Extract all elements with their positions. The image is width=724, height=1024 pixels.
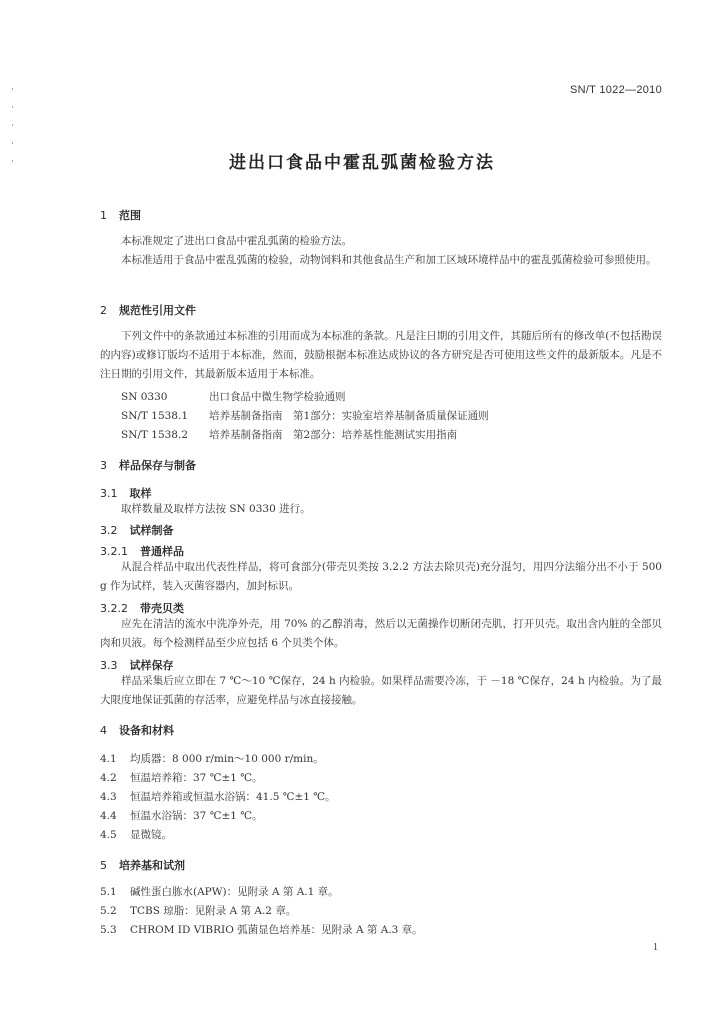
section-3-1-heading: 3.1 取样 <box>100 487 152 500</box>
section-3-2-1-paragraph: 从混合样品中取出代表性样品，将可食部分(带壳贝类按 3.2.2 方法去除贝壳)充分混匀，用四分法缩分出不小于 500 g 作为试样，装入灭菌容器内，加封标识。 <box>100 561 662 592</box>
section-3-heading: 3 样品保存与制备 <box>100 459 196 472</box>
document-number: SN/T 1022—2010 <box>569 84 662 96</box>
section-3-2-heading: 3.2 试样制备 <box>100 524 174 537</box>
document-title: 进出口食品中霍乱弧菌检验方法 <box>229 153 495 173</box>
list-item: 4.5 显微镜。 <box>100 829 172 841</box>
reference-item: SN 0330 出口食品中微生物学检验通则 <box>121 391 346 403</box>
section-2-heading: 2 规范性引用文件 <box>100 304 196 317</box>
section-3-1-paragraph: 取样数量及取样方法按 SN 0330 进行。 <box>121 503 311 515</box>
section-4-heading: 4 设备和材料 <box>100 724 174 737</box>
list-item: 4.2 恒温培养箱：37 ℃±1 ℃。 <box>100 772 263 784</box>
section-2-paragraph: 下列文件中的条款通过本标准的引用而成为本标准的条款。凡是注日期的引用文件，其随后所有的修改单(不包括勘误的内容)或修订版均不适用于本标准，然而，鼓励根据本标准达成协议的各方研究是否可使用这些文件的最新版本。凡是不注日期的引用文件，其最新版本适用于本标准。 <box>100 330 662 380</box>
section-1-paragraph-1: 本标准规定了进出口食品中霍乱弧菌的检验方法。 <box>121 235 352 247</box>
section-3-2-2-heading: 3.2.2 带壳贝类 <box>100 602 184 615</box>
section-3-3-paragraph: 样品采集后应立即在 7 ℃～10 ℃保存，24 h 内检验。如果样品需要冷冻，于 －18 ℃保存，24 h 内检验。为了最大限度地保证弧菌的存活率，应避免样品与冰直接接触。 <box>100 675 662 706</box>
section-1-heading: 1 范围 <box>100 209 141 222</box>
section-3-3-heading: 3.3 试样保存 <box>100 659 174 672</box>
list-item: 5.2 TCBS 琼脂：见附录 A 第 A.2 章。 <box>100 905 297 917</box>
section-3-2-1-heading: 3.2.1 普通样品 <box>100 545 184 558</box>
reference-item: SN/T 1538.2 培养基制备指南 第2部分：培养基性能测试实用指南 <box>121 429 458 441</box>
list-item: 4.4 恒温水浴锅：37 ℃±1 ℃。 <box>100 810 263 822</box>
list-item: 5.1 碱性蛋白胨水(APW)：见附录 A 第 A.1 章。 <box>100 886 339 898</box>
reference-item: SN/T 1538.1 培养基制备指南 第1部分：实验室培养基制备质量保证通则 <box>121 410 489 422</box>
section-5-heading: 5 培养基和试剂 <box>100 859 185 872</box>
section-1-paragraph-2: 本标准适用于食品中霍乱弧菌的检验，动物饲料和其他食品生产和加工区域环境样品中的霍乱弧菌检验可参照使用。 <box>121 254 657 266</box>
page-number: 1 <box>653 942 658 953</box>
list-item: 4.3 恒温培养箱或恒温水浴锅：41.5 ℃±1 ℃。 <box>100 791 336 803</box>
list-item: 5.3 CHROM ID VIBRIO 弧菌显色培养基：见附录 A 第 A.3 章。 <box>100 924 423 936</box>
list-item: 4.1 均质器：8 000 r/min～10 000 r/min。 <box>100 753 324 765</box>
section-3-2-2-paragraph: 应先在清洁的流水中洗净外壳，用 70% 的乙醇消毒，然后以无菌操作切断闭壳肌，打开贝壳。取出含内脏的全部贝肉和贝液。每个检测样品至少应包括 6 个贝类个体。 <box>100 618 662 649</box>
